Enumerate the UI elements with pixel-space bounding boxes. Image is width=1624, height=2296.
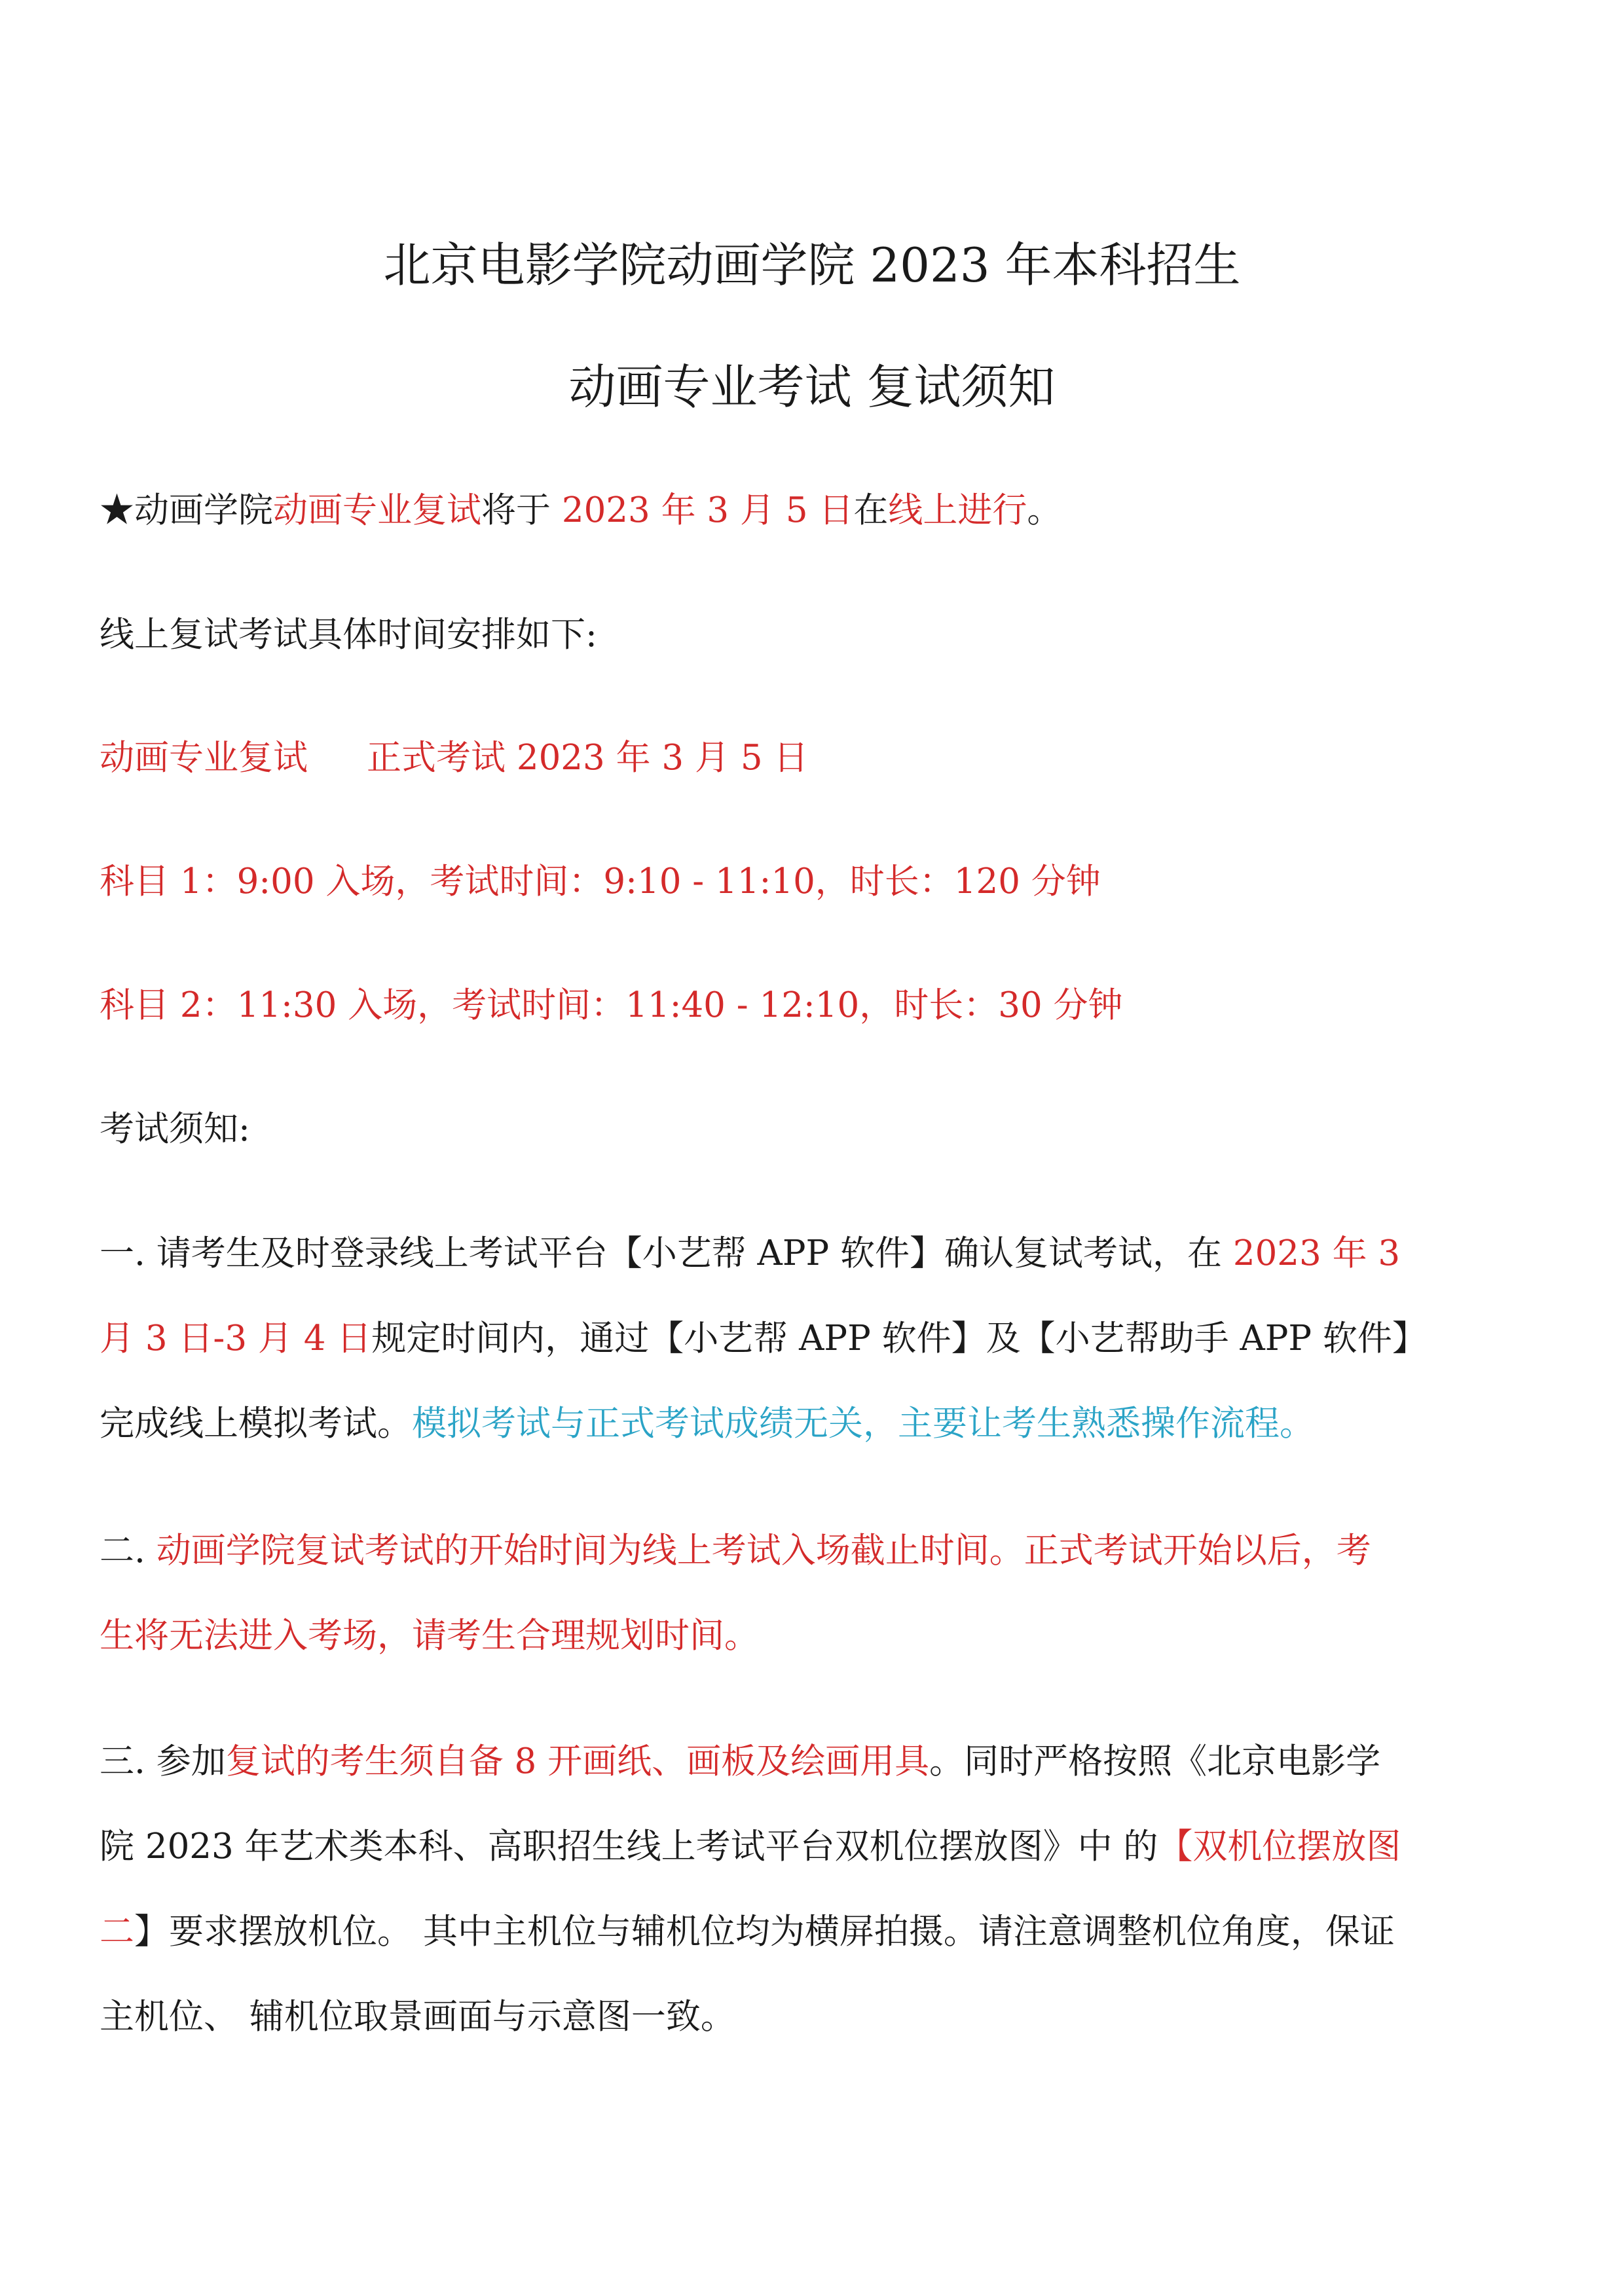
intro-part: 将于 (481, 490, 562, 530)
notice-tip: 模拟考试与正式考试成绩无关，主要让考生熟悉操作流程。 (412, 1404, 1314, 1444)
intro-highlight: 动画专业复试 (273, 490, 481, 530)
notice-reference: 【双机位摆放图 (1158, 1827, 1401, 1867)
notice-date: 2023 年 3 (1232, 1233, 1401, 1273)
notice-item-2-line-1 (100, 1528, 1527, 1574)
schedule-subject-1: 科目 1：9:00 入场，考试时间：9:10 - 11:10，时长：120 分钟 (100, 862, 1101, 902)
intro-part: 。 (1027, 490, 1062, 530)
intro-date: 2023 年 3 月 5 日 (561, 490, 854, 530)
schedule-heading: 线上复试考试具体时间安排如下: (100, 615, 597, 655)
notice-item-1-line-3 (100, 1401, 1527, 1447)
intro-highlight: 线上进行 (888, 490, 1027, 530)
notice-text: 。同时严格按照《北京电影学 (929, 1741, 1381, 1781)
notice-text: 三. 参加 (100, 1741, 226, 1781)
page-title-line2: 动画专业考试 复试须知 (568, 359, 1056, 414)
notice-item-2-line-2: 生将无法进入考场，请考生合理规划时间。 (100, 1616, 759, 1656)
notice-date: 月 3 日-3 月 4 日 (100, 1319, 372, 1358)
schedule-exam-line (100, 735, 1527, 781)
notice-item-3-line-2 (100, 1824, 1527, 1870)
page-title-line1: 北京电影学院动画学院 2023 年本科招生 (383, 238, 1241, 293)
intro-line (100, 488, 1527, 534)
notice-item-1-line-2 (100, 1316, 1527, 1362)
notice-text: 二. (100, 1531, 157, 1571)
notice-text: 完成线上模拟考试。 (100, 1404, 412, 1444)
intro-part: ★动画学院 (100, 490, 273, 530)
notice-text: 院 2023 年艺术类本科、高职招生线上考试平台双机位摆放图》中 的 (100, 1827, 1158, 1867)
notice-text: 】要求摆放机位。 其中主机位与辅机位均为横屏拍摄。请注意调整机位角度，保证 (134, 1912, 1395, 1952)
notice-requirement: 复试的考生须自备 8 开画纸、画板及绘画用具 (225, 1741, 930, 1781)
notice-warning: 动画学院复试考试的开始时间为线上考试入场截止时间。正式考试开始以后，考 (156, 1531, 1371, 1571)
intro-part: 在 (853, 490, 889, 530)
notice-item-3-line-1 (100, 1739, 1527, 1785)
schedule-subject-2: 科目 2：11:30 入场，考试时间：11:40 - 12:10，时长：30 分钟 (100, 985, 1123, 1025)
notice-reference: 二 (100, 1912, 134, 1952)
notice-item-3-line-4: 主机位、 辅机位取景画面与示意图一致。 (100, 1997, 735, 2037)
notice-text: 一. 请考生及时登录线上考试平台【小艺帮 APP 软件】确认复试考试，在 (100, 1233, 1233, 1273)
schedule-exam-date: 正式考试 2023 年 3 月 5 日 (367, 738, 809, 778)
notice-item-3-line-3 (100, 1909, 1527, 1955)
notice-text: 规定时间内，通过【小艺帮 APP 软件】及【小艺帮助手 APP 软件】 (371, 1319, 1427, 1358)
schedule-exam-name: 动画专业复试 (100, 738, 308, 778)
notice-item-1-line-1 (100, 1231, 1527, 1277)
notice-heading: 考试须知: (100, 1109, 250, 1149)
